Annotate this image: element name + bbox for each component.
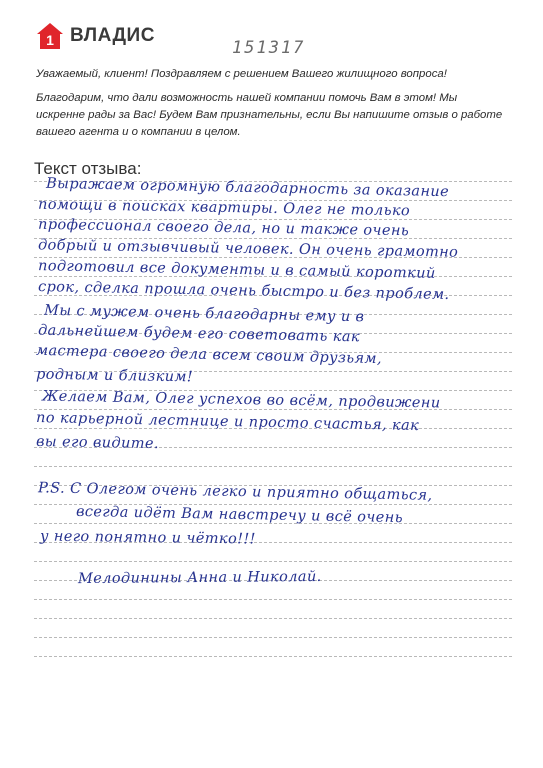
brand-name: ВЛАДИС — [70, 25, 155, 46]
signature-line: Мелодинины Анна и Николай. — [77, 568, 322, 588]
review-line: подготовил все документы и в самый короткий — [37, 258, 436, 282]
review-line: P.S. С Олегом очень легко и приятно общаться, — [37, 480, 433, 504]
review-line: дальнейшем будем его советовать как — [37, 322, 361, 346]
review-line: помощи в поисках квартиры. Олег не только — [37, 196, 411, 220]
review-line: вы его видите. — [35, 433, 160, 453]
greeting-text: Уважаемый, клиент! Поздравляем с решением Вашего жилищного вопроса! — [36, 68, 447, 80]
request-text: Благодарим, что дали возможность нашей компании помочь Вам в этом! Мы искренне рады за Вас! Будем Вам признательны, если Вы напишите отзыв о работе вашего агента и о компании в целом. — [36, 92, 503, 138]
review-line: Мы с мужем очень благодарны ему и в — [43, 302, 365, 326]
review-line: родным и близким! — [35, 366, 194, 386]
review-line: всегда идёт Вам навстречу и всё очень — [75, 503, 404, 527]
review-line: мастера своего дела всем своим друзьям, — [35, 342, 383, 368]
review-line: профессионал своего дела, но и также очень — [37, 216, 410, 240]
review-line: срок, сделка прошла очень быстро и без проблем. — [37, 279, 450, 303]
review-line: Выражаем огромную благодарность за оказание — [45, 175, 450, 201]
review-line: Желаем Вам, Олег успехов во всём, продвижени — [41, 388, 441, 412]
document-number: 151317 — [232, 38, 306, 58]
svg-text:1: 1 — [46, 32, 54, 48]
review-line: добрый и отзывчивый человек. Он очень грамотно — [37, 237, 459, 261]
review-line: по карьерной лестнице и просто счастья, как — [35, 409, 420, 435]
review-section-title: Текст отзыва: — [34, 159, 142, 178]
review-line: у него понятно и чётко!!! — [39, 528, 256, 548]
